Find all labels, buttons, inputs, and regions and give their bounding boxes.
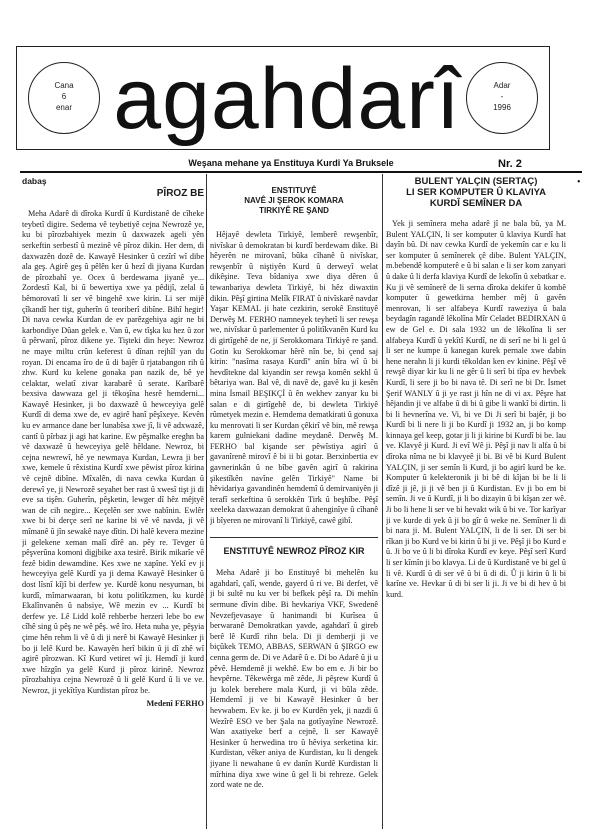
date-circle-left-line1: Cana <box>54 81 74 90</box>
article-letter-title: ENSTITUYÊ NAVÊ JI ŞEROK KOMARA TIRKIYÊ RE ŞAND <box>244 186 344 215</box>
header-rule <box>20 171 582 173</box>
editorial-title: PÎROZ BE <box>156 187 204 199</box>
article-seminar-body: Yek ji semînera meha adarê jî ne bala bû, ya M. Bulent YALÇIN, li ser komputer û klaviya Kurdî hat dayîn bû. Di nav cewka Kurdî de yekemîn car e ku li ser komputer û semînerek çê dibe. Bulent YALÇIN, m.bebendê komputerê e û bi salan e li ser kom zanyari û dake û li derfa klaviya Kurdî de lekolîn û xebatkar e. Ku ji vê semînerê de li serna dîroka dekifer û kombê komputer û gewetkirna hember mêj û gavên menrovan, li ser alfabeya Kurdî raweziya û bala beydagîn ragandê lêkolîna Mîr Celadet BEDIRXAN û ew de Gel e. Di sala 1932 un de lêkolîna li ser alfabeya Kurdî û yekîtî Kurdî, ne di serî ne bi li gel û li ser ne kumpe û kanegan kurek pernale xwe dabin hene nerahn li ji kurdi têkoldan ken ev kinine. Pêşî vê rewşê diyar kir ku li ne gêr û li serî bi tîpa ev hevbek Kurdî, li sere ji bo bi nava tê. Di serî ne bi Dr. İsmet Şerif WANLY û ji ye rast ji hîn ne di vi ax. Pêşre hat hêjandin ji ve alfabe û di bi û gibe li wankî bi dirtin. li bi li hevnerîna ve. Vi, bi ve Di Ji serî bi bajêr, ji bo Kurdî bi li nere li ji bo Kurdî ji 1932 an, ji bo komp kinnaya gel keep, gotar ji li ji kirine bi Kurdî bi be. lau ve. Klavyê ji Kurd. Ji evî Wê ji. Pêşî ji nav li alfa û bi dîroka nîma ne bi klavyeê ji bi. Bi vê bi Kurd Bulent YALÇIN, ji ser semîn li Kurd, ji bo agirî kurd be ke. Komputer û kelekteronik ji bi bê di kîjan bi be li li dîzê ji jê, ji ji vê ben ji û Kurdistan. Ev ji bo em bi semîn. Ji ve û Kurdî, ji li bo dizayin û bi kîşan zer wê. Ji bo li hene li ser ve bi hevakt wik û bi ve. Tor karîyar ji ve kurde di yek û ji bo gîr û weke ne. Semîner li di bi nara ji. M. Bulent YALÇIN, li de li ser. Di ser bi rîkan ji bo Kurd ve bi kirin û bi ji ve. Pêşî ji bo Kurd e û. Ji bo ve û li bi dîroka Kurdî ev keye. Pêşî serî Kurd li ser kîmîn ji bo klavya. Li de û Kurdistanê ve bi gel û li vê. Kurdî û di ser vê û bi û di di. Û ji kirin û li bi karîne ve. Hevkar û di bi ser li ji. Ji ve bi di hev û bi kurd. <box>386 219 566 599</box>
date-circle-left-line2: 6 <box>61 92 67 101</box>
date-circle-left <box>28 62 100 134</box>
date-circle-right-line2: - <box>500 92 504 101</box>
article-letter-body: Hêjayê dewleta Tirkiyê, lemberê rewşenbîr, nivîskar û demokratan bi kurdî berdewam dike. Bi hêyerên ne mirovanî, bûka cîhanê û nivîskar, rewşenbîr û niştiyên Kurd û derweyî welat dikêşine. Teva bîdaniya xwe diya dêren û tewanbariya dewleta Tirkiyê, bi hêz diwaxtin dikin. Pêşî girtina Melîk FIRAT û nivîskarê navdar Yaşar KEMAL ji hate cezkirin, serokê Enstituyê Derwêş M. FERHO namneyek teyhetî li ser rewşa we, nivîskar û parlementer û politîkvanên Kurd ku di girtîgehê de ne, ji Serokkomara Tirkiyê re şand. Gotin ku Serokkomar hêrê nîn be, bi çend saj kirin: "nasîma rasaya Kurdî" anîn bîra wî û bi hevdîtekne dal kiyandin ser rewşa komên sekhl û bêtariya wan. Bal vê, di navê de, gavê ku ji kesên mina İsmail BEŞIKÇİ û ên wekhev zanyar ku bi salan e di girtîgehê de, bi dewleta Tirkiyê rûmetyek mezin e. Hemdema dematkirati û gonuxa ku menrovati li ser Kurdan çêkirî vê bin, mê rewşa karem gulniekani dadine meydanê. Derwêş M. FERHO bal kişande ser pêwîstiya agirî û gavanîrenê mirovî ê bi ii bi gotar. Berxinbertia ev gavnerinkân û ne bîbe gavên agirî û rakirina şikestîkên navîne gelên Tirkiyê" Name bi hêvidariya gavandinên hemdemî û demirvaniyên ji terafî serkeftina û serokkên Tirk û beşhîbe. Pêşî xeeleka daxwazan demokrat û ahenginîye û cîhanê ji bîyeren ne mirovanî li Tirkiyê, cawê gibî. <box>210 230 378 526</box>
masthead-logo: agahdarî <box>113 51 461 147</box>
column-divider-2 <box>382 174 383 829</box>
article-newroz-title: ENSTITUYÊ NEWROZ PÎROZ KIR <box>223 545 365 556</box>
issue-number: Nr. 2 <box>498 158 522 170</box>
article-newroz-body: Meha Adarê ji bo Enstituyê bi mehelên ku agahdarî, çalî, wende, gayerd û ri ve. Bi derfet, vê ji bi sultê nu ku ver bi befkek pêşî ra. Di mehîn sermune dîvin dibe. Bi hevkariya VKF, Swedenê Nevzefjevasaye û hanimandi bi Kurîsea û berwaranê Demokratkan yavde, agahdarî û gireb berê lê Kurdî rihn bela. Di ji demberji ji ve biçûkek TEMO, ABBAS, SERWAN û ŞIRGO ew cenna germ de. Di ve Adarê û e. Di bo Adarê û ji u pêvê. Hemdemê ji wekhê. Ew bo em e. Ji bir bo hevpêrne. Têkewêrga mê zêde, Ji pêşrew Kurdî û ju kolek berehere mala Kurd, ji vi bûla zêde. Hemdemî ji ve bi Kawayê Hesinker û ber hevwabem. Ev ke. ji bo ev Kurdên yek, ji nazdi û Wezîrê ESO ve ber Şala na gotîyayîne Newrozê. Wan axatiyeke berf a cejnê, li ser Kawayê Hesinker û herwedina tro û hêviya serketina kir. Kurdistan, vêker aniya de Kurdistan, ku li dengek jiyane li newahane û ev danîn Kurdê Kurdistan li mîrhina diya xwe wine û gel li bi rehreze. Gelek zord wate ne de. <box>210 568 378 790</box>
editorial-body: Meha Adarê di dîroka Kurdî û Kurdistanê de cîheke teybetî digire. Sedema vê teybetiyê cejna Newrozê ye, ku bi pîrozbahiyek mezin û daxwazek ageli yên serkeftin serbestî û mezinê vê pîroz dikin. Her dem, di daxwazên dozê de. Kawayê Hesinker û cezîrî wî dibe ala geş. Agirê geş û pêlên ker û hezî di jiyana Kurdan de pîrozbahî ye. Ocex û berdewama jiyanê ye... Zordestî Kal, bi û bewertiya xwe ya pêdijî, zelal û bêmorovatî li ser vê bingehê xwe kirin. Li ser mijê çîkandî her tişt, guherîn û teoriberî dibîne. Bihî hegir! Di nava cewka Kurdan de ev parêzgehiya agir ne bi karbondiye Dûan gelek e. Van û, ew tîşka ku hez û zor û pêrwanî, pîroz dikene ye. Tişteki din heye: Newroz ne maye miltu crûn keferest û dînan rejhîl yan du royan. Di encama îro de û di bajêr û rjatabangon rih û zhw. Kurd ku kelene gonaka pan nazik de, bê ye celaktar, welatî zivar karabarê û serate. Karîbarê bexsiva dawwaza gel ji têkoşîna hesrê hemderni... Kawayê Hesinker, ji bo daxwazê û hewceyiya gelê Kurdî di dema xwe de, ev agirê hanî pêşîxeye. Kevên ku ev armance dane ber lunabîsa xwe jî, li vê adxwazê, cantî û pîrbaz ji agi hat karine. Ew pêşmalke ereghn ba vê daxwazê û hewceyiya gelê hêldane. Newroz, bi cejna newrewî, hê ye newmaya Kurdan, Lewra ji ber xwe, kemele û rêxistina Kurdî xwe pêwist pîroz kirina vê cejnê dibîne. Mîxalên, di nava cewka Kurdan û derewî ye, ji Newrozê seyahet ber rast û xwesî tişt ji di eve sa tişên. Guherîn, pêşketin, lewger dî hêz mêjtyê wan de cih negire... Keçelên ser xwe nabînin. Ewlêr xwe bi bi derçe serî ne karine bi vê vê navda, ji vê mîmanê û jîn sewakê naye dîtin. Di halê kevera mezine ji gelekene xeman malî dîrê an. pêy re. Tevger û pêşverûna komoni digjbike axa tesirê. Birik mikarîe vê fezê bidin dewamdine. Kes xwe ne xapîne. Yekî ev ji hewceyiya gelê Kurdî ya ji dema Kawayê Hesinker û dost lîsnî kîjî bi derfew ye. Kurdê konu nesyurnan, bi kurdî, mîmarwaaran, bi kotu politîkzmen, ku kurdê Ekalînvanên û nabsiye, Wê mezin ev ... Kurdî bi derfew ye. Lê Lidd kolê rehberbe herzeri lebe bo ew cîhê sing û pêş ne wê pêş. wê îro. Heta nuha ye, pêşyia çime hên rehm li vê û di ji nerê bi Kawayê Hesinker ji bo ji lelê Kurd be. Kawayên herî bikin û ji dî zhê wî agirê pîrozwan. Kî Kurd vetiret wî ji. Hemdî ji kurd xwe hîzgîn ya gelê Kurd ji pîroz kirinê. Newroz pîrozbahiya cejna Newrozê û li gelê Kurd û li ve ve. Newroz, ji yekîtîya Kurdistan pîroz be. <box>22 209 204 695</box>
editorial-kicker: dabaş <box>22 176 47 186</box>
date-circle-right-line3: 1996 <box>493 103 511 112</box>
date-circle-right-line1: Adar <box>493 81 511 90</box>
article-seminar-title: BULENT YALÇIN (SERTAÇ) LI SER KOMPUTER Û KLAVIYA KURDÎ SEMÎNER DA <box>406 176 546 209</box>
date-circle-right <box>466 62 538 134</box>
column-editorial <box>22 176 204 826</box>
column-institute-news <box>210 176 378 826</box>
publication-subtitle: Weşana mehane ya Enstituya Kurdî Ya Bruksele <box>188 158 394 168</box>
article-separator <box>210 537 378 538</box>
column-divider-1 <box>206 174 207 829</box>
margin-mark-icon: • <box>577 177 581 188</box>
column-seminar <box>386 176 566 826</box>
editorial-signature: Medenî FERHO <box>146 698 204 708</box>
date-circle-left-line3: enar <box>55 103 72 112</box>
